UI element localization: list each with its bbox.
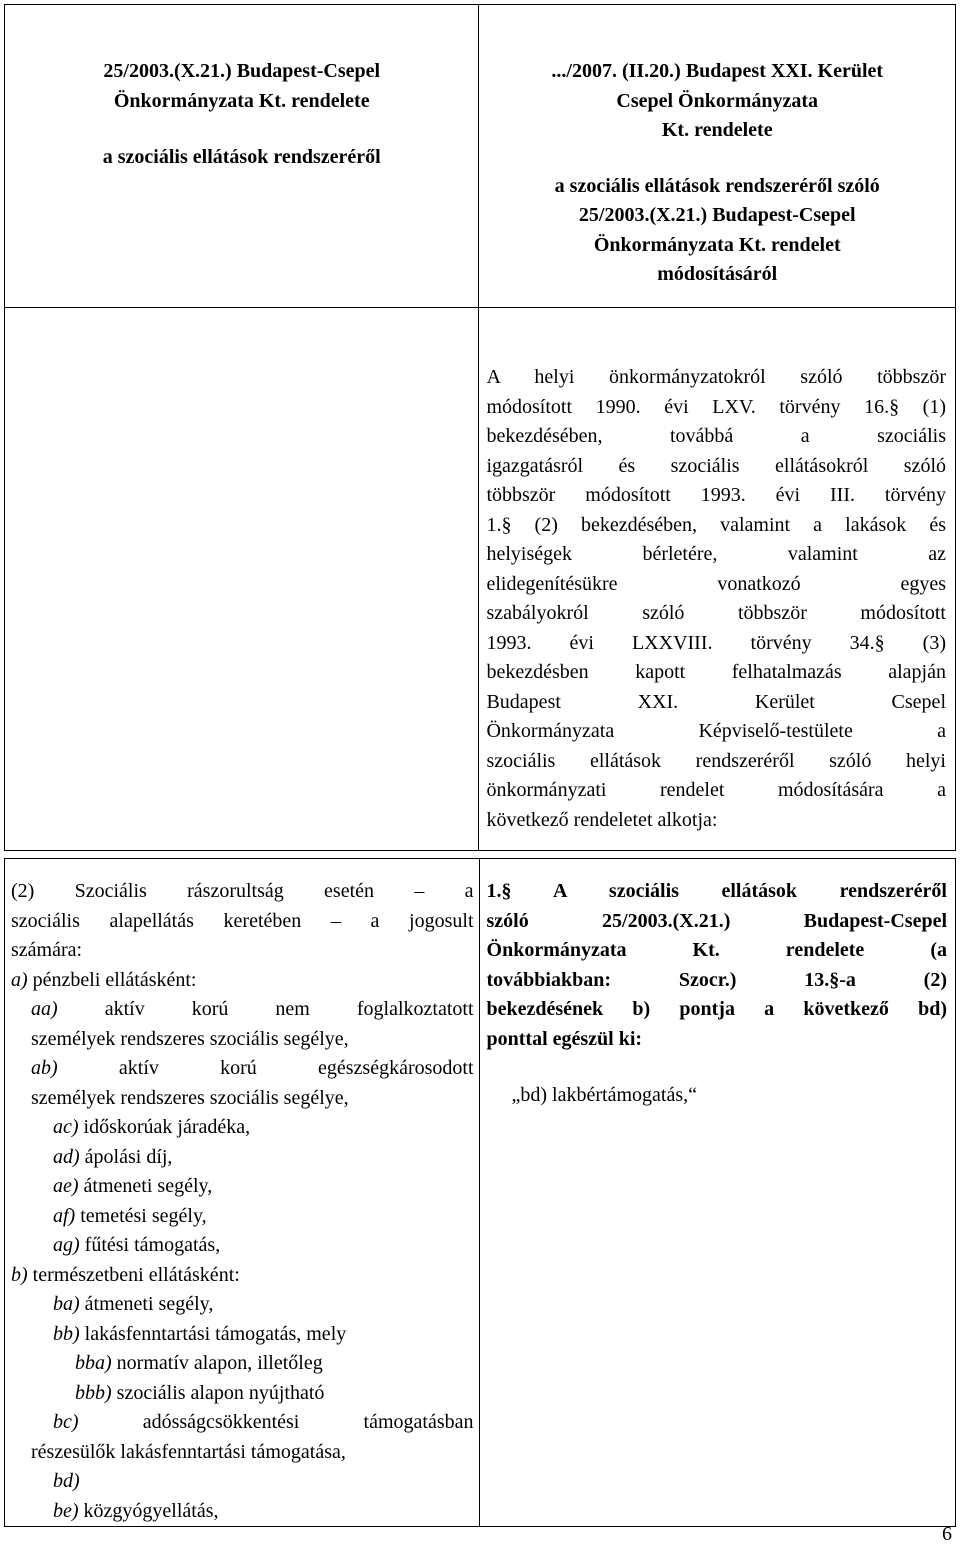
header-right-cell [479,5,956,308]
list-item-text: részesülők lakásfenntartási támogatása, [31,1440,346,1463]
list-item [11,1143,474,1173]
list-item-text: közgyógyellátás, [78,1499,219,1522]
preamble-left-empty-cell [5,308,479,851]
list-item-label: ad) [53,1145,80,1168]
list-item [11,1025,474,1055]
list-item-text: temetési segély, [75,1204,207,1227]
list-item-label: bb) [53,1322,80,1345]
list-item-text: lakásfenntartási támogatás, mely [79,1322,347,1345]
list-item-text: fűtési támogatás, [79,1234,221,1256]
list-item-text: pénzbeli ellátásként: [27,968,197,991]
page-number: 6 [942,1523,952,1545]
list-item-text: szociális alapon nyújtható [111,1381,325,1404]
list-item [11,995,474,1025]
list-item [11,1290,474,1320]
preamble-line: 1993. évi LXXVIII. törvény 34.§ (3) [486,631,946,654]
title-line: .../2007. (II.20.) Budapest XXI. Kerület [551,60,884,82]
title-line: Csepel Önkormányzata [616,89,819,112]
list-item-text: személyek rendszeres szociális segélye, [31,1086,349,1109]
heading-line: bekezdésének b) pontja a következő bd) [486,998,947,1020]
preamble-line: többször módosított 1993. évi III. törvény [486,484,946,506]
list-item-text: aktív korú nem foglalkoztatott [57,998,474,1020]
list-item [11,1231,474,1261]
preamble-line: önkormányzati rendelet módosítására a [486,779,946,801]
list-item-text: természetbeni ellátásként: [27,1263,240,1286]
title-line: Kt. rendelete [661,119,773,141]
subtitle-line: Önkormányzata Kt. rendelet [593,233,841,256]
preamble-line: A helyi önkormányzatokról szóló többször [486,366,946,388]
list-item [11,1379,474,1409]
preamble-line: módosított 1990. évi LXV. törvény 16.§ (1) [486,395,946,418]
preamble-line: szabályokról szóló többször módosított [486,602,946,624]
list-item-label: b) [11,1263,28,1286]
preamble-line: igazgatásról és szociális ellátásokról szóló [486,454,946,477]
list-item-label: ag) [53,1234,80,1256]
original-text-cell [5,859,480,1527]
preamble-text [486,363,946,835]
list-item [11,966,474,996]
list-item-text: átmeneti segély, [78,1175,213,1197]
title-line: 25/2003.(X.21.) Budapest-Csepel [103,60,381,82]
amending-regulation-title [479,57,955,146]
preamble-line: szociális ellátások rendszeréről szóló helyi [486,749,946,772]
preamble-line: Önkormányzata Képviselő-testülete a [486,720,946,742]
list-item-text: időskorúak járadéka, [78,1116,251,1138]
list-item-text: személyek rendszeres szociális segélye, [31,1027,349,1050]
preamble-line: Budapest XXI. Kerület Csepel [486,690,946,713]
amendment-section-heading [487,877,947,1054]
list-item [11,1408,474,1438]
list-item-text: ápolási díj, [79,1145,173,1168]
preamble-line: következő rendeletet alkotja: [486,808,718,831]
list-item [11,1497,474,1527]
heading-line: ponttal egészül ki: [486,1027,643,1050]
preamble-line: elidegenítésükre vonatkozó egyes [486,572,946,595]
list-item [11,1202,474,1232]
title-line: Önkormányzata Kt. rendelete [113,89,370,112]
list-item-label: af) [53,1204,76,1227]
list-item-label: bba) [75,1352,112,1374]
list-item-label: ba) [53,1293,80,1315]
list-item-label: a) [11,968,28,991]
list-item-label: aa) [31,998,58,1020]
list-item-text: átmeneti segély, [79,1293,214,1315]
preamble-line: 1.§ (2) bekezdésében, valamint a lakások és [486,513,946,536]
article-intro [11,877,474,966]
list-item [11,1054,474,1084]
heading-line: továbbiakban: Szocr.) 13.§-a (2) [486,968,947,991]
header-table [4,4,956,851]
list-item-label: bc) [53,1411,79,1433]
list-item-label: ab) [31,1057,58,1079]
original-regulation-title [5,57,478,116]
original-regulation-subtitle: a szociális ellátások rendszeréről [102,146,381,168]
list-item [11,1113,474,1143]
preamble-line: bekezdésben kapott felhatalmazás alapján [486,661,946,683]
intro-line: (2) Szociális rászorultság esetén – a [11,880,474,902]
subtitle-line: 25/2003.(X.21.) Budapest-Csepel [578,204,856,226]
list-item-text: normatív alapon, illetőleg [111,1352,323,1374]
amending-regulation-subtitle [479,172,955,290]
list-item-text: aktív korú egészségkárosodott [57,1057,474,1079]
amendment-quote: „bd) lakbértámogatás,“ [511,1084,697,1106]
heading-line: szóló 25/2003.(X.21.) Budapest-Csepel [486,909,947,932]
list-item-label: ae) [53,1175,79,1197]
list-item [11,1172,474,1202]
list-item [11,1261,474,1291]
list-item-label: bd) [53,1470,80,1492]
list-item-text: adósságcsökkentési támogatásban [78,1411,474,1433]
list-item [11,1320,474,1350]
subtitle-line: módosításáról [657,263,778,285]
benefit-list [11,966,474,1527]
intro-line: szociális alapellátás keretében – a jogosult [11,909,474,932]
list-item-label: bbb) [75,1381,112,1404]
header-left-cell [5,5,479,308]
preamble-cell [479,308,956,851]
list-item-label: ac) [53,1116,79,1138]
list-item [11,1438,474,1468]
amendment-text-cell [479,859,955,1527]
heading-line: 1.§ A szociális ellátások rendszeréről [486,880,947,902]
list-item [11,1084,474,1114]
preamble-line: bekezdésében, továbbá a szociális [486,425,946,447]
heading-line: Önkormányzata Kt. rendelete (a [486,939,947,961]
list-item [11,1349,474,1379]
intro-line: számára: [11,939,83,961]
preamble-line: helyiségek bérletére, valamint az [486,543,946,565]
subtitle-line: a szociális ellátások rendszeréről szóló [554,174,880,197]
list-item [11,1467,474,1497]
list-item-label: be) [53,1499,79,1522]
body-table [4,858,956,1527]
